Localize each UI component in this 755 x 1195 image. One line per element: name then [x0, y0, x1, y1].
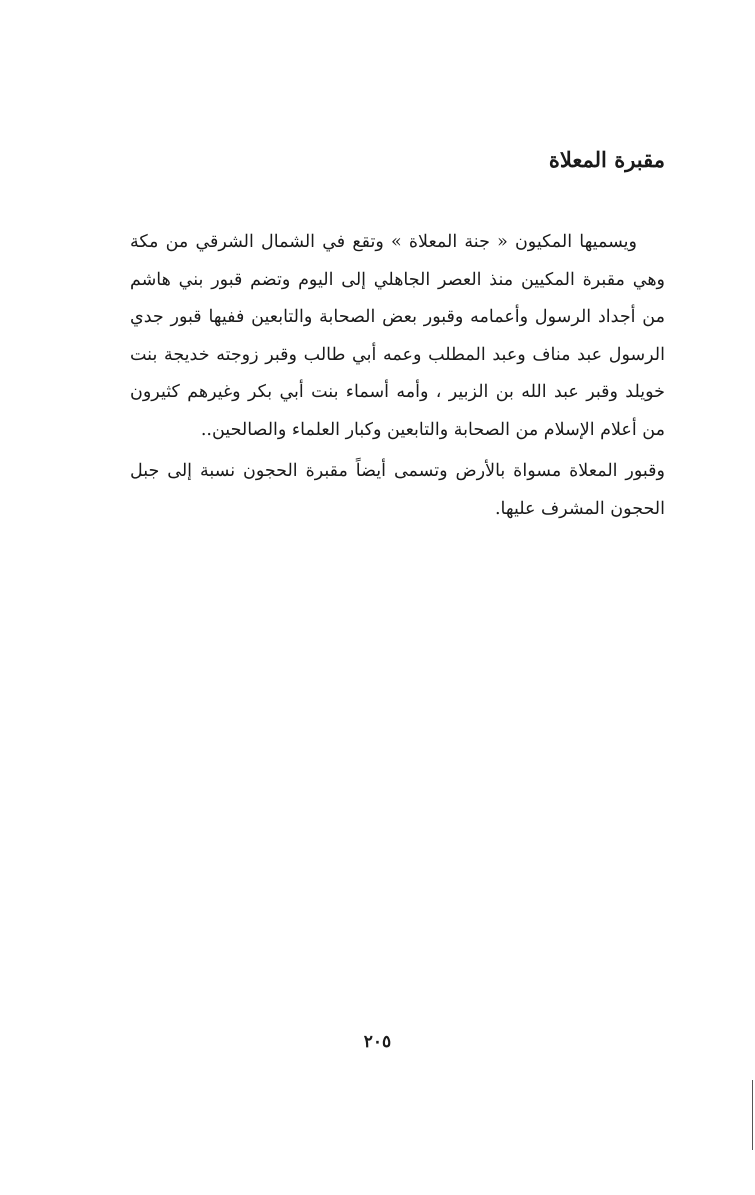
page-edge-mark — [752, 1080, 753, 1150]
paragraph-2: وقبور المعلاة مسواة بالأرض وتسمى أيضاً مقبرة الحجون نسبة إلى جبل الحجون المشرف عليها. — [130, 461, 665, 519]
body-text — [130, 224, 665, 528]
section-heading: مقبرة المعلاة — [548, 147, 665, 172]
paragraph-1: ويسميها المكيون « جنة المعلاة » وتقع في الشمال الشرقي من مكة وهي مقبرة المكيين منذ العصر الجاهلي إلى اليوم وتضم قبور بني هاشم من أجداد الرسول وأعمامه وقبور بعض الصحابة والتابعين ففيها قبور جدي الرسول عبد مناف وعبد المطلب وعمه أبي طالب وقبر زوجته خديجة بنت خويلد وقبر عبد الله بن الزبير ، وأمه أسماء بنت أبي بكر وغيرهم كثيرون من أعلام الإسلام من الصحابة والتابعين وكبار العلماء والصالحين.. — [130, 232, 665, 440]
page-number: ٢٠٥ — [363, 1032, 392, 1052]
